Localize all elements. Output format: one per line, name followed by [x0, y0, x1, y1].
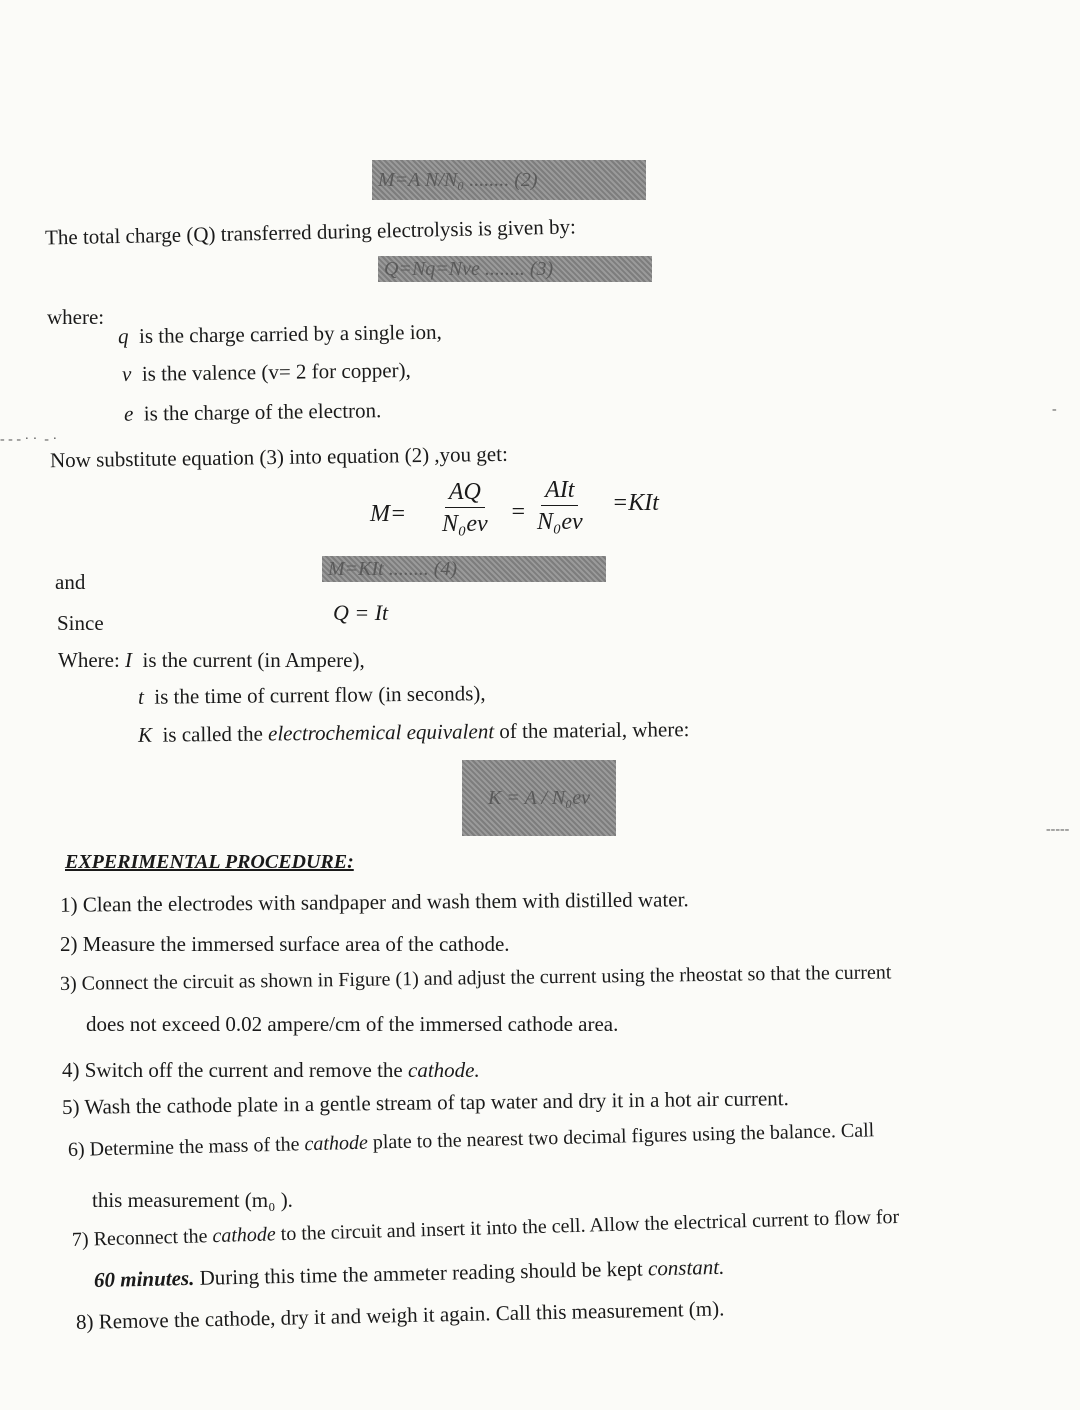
step-8: 8) Remove the cathode, dry it and weigh it again. Call this measurement (m). [75, 1296, 725, 1334]
e-definition [124, 398, 382, 426]
step-7-cathode: cathode [212, 1223, 277, 1248]
step-7-line-2 [94, 1255, 725, 1292]
total-charge-line: The total charge (Q) transferred during electrolysis is given by: [44, 214, 577, 250]
i-symbol: I [125, 648, 133, 672]
k-description-a: is called the [162, 721, 263, 747]
since-label: Since [57, 611, 104, 635]
i-description: is the current (in Ampere), [142, 648, 365, 672]
step-6-line-1 [68, 1118, 875, 1162]
fraction-aq-denominator: N₀ev [442, 511, 488, 537]
substitute-line: Now substitute equation (3) into equation (2) ,you get: [49, 441, 508, 473]
v-symbol: v [121, 361, 132, 387]
q-symbol: q [117, 324, 129, 349]
step-1: 1) Clean the electrodes with sandpaper and wash them with distilled water. [59, 887, 689, 917]
equation-3-highlight: Q=Nq=Nve ........ (3) [378, 256, 652, 282]
step-7-duration: 60 minutes. [93, 1265, 195, 1292]
fraction-ait-numerator: AIt [541, 476, 578, 506]
and-label: and [55, 570, 86, 594]
scan-mark-edge: ----- [1046, 822, 1070, 837]
equation-2-highlight: M=A N/N₀ ........ (2) [372, 160, 646, 200]
step-4 [62, 1058, 480, 1082]
equation-4-highlight: M=KIt ........ (4) [322, 556, 606, 582]
scan-dashes: - - - · · - · [0, 432, 58, 447]
v-definition [122, 358, 411, 386]
step-6-text-c: plate to the nearest two decimal figures using the balance. Call [372, 1119, 875, 1154]
fraction-aq [438, 478, 492, 538]
step-3-line-1: 3) Connect the circuit as shown in Figure (1) and adjust the current using the rheostat so that the current [59, 961, 892, 995]
step-6-line-2: this measurement (m₀ ). [92, 1188, 293, 1212]
step-5: 5) Wash the cathode plate in a gentle stream of tap water and dry it in a hot air current. [61, 1086, 789, 1119]
q-equals-it: Q = It [333, 600, 389, 625]
m-equals: M= [370, 501, 407, 527]
v-description: is the valence (v= 2 for copper), [141, 357, 411, 386]
step-6-cathode: cathode [304, 1131, 369, 1156]
where-i-label: Where: [58, 648, 120, 672]
step-7-constant: constant. [647, 1254, 725, 1281]
step-6-text-a: 6) Determine the mass of the [67, 1133, 300, 1161]
step-3-line-2: does not exceed 0.02 ampere/cm of the immersed cathode area. [86, 1012, 619, 1036]
t-definition [138, 681, 486, 709]
step-7-text-a: 7) Reconnect the [71, 1225, 208, 1251]
k-formula-highlight: K = A / N₀ev [462, 760, 616, 836]
e-symbol: e [123, 401, 134, 426]
t-symbol: t [137, 684, 144, 709]
q-definition [118, 320, 442, 349]
i-definition [58, 648, 365, 672]
step-7-text-e: During this time the ammeter reading should be kept [199, 1256, 643, 1290]
fraction-aq-numerator: AQ [445, 478, 485, 508]
step-4-text: 4) Switch off the current and remove the [62, 1058, 403, 1082]
where-label: where: [47, 305, 105, 329]
k-description-b: electrochemical equivalent [267, 719, 495, 746]
step-2: 2) Measure the immersed surface area of the cathode. [60, 932, 510, 956]
k-definition [138, 717, 690, 747]
t-description: is the time of current flow (in seconds), [154, 681, 486, 709]
k-symbol: K [137, 722, 153, 747]
k-description-c: of the material, where: [499, 717, 690, 744]
kit-result: =KIt [612, 490, 659, 516]
scan-mark-right: - [1052, 402, 1057, 417]
q-description: is the charge carried by a single ion, [138, 319, 442, 348]
middle-equals: = [510, 499, 527, 525]
fraction-ait [533, 476, 587, 536]
e-description: is the charge of the electron. [143, 398, 382, 426]
step-7-text-c: to the circuit and insert it into the cell. Allow the electrical current to flow for [280, 1205, 900, 1246]
step-4-cathode: cathode. [408, 1058, 480, 1082]
procedure-heading: EXPERIMENTAL PROCEDURE: [65, 851, 354, 873]
fraction-ait-denominator: N₀ev [537, 509, 583, 535]
